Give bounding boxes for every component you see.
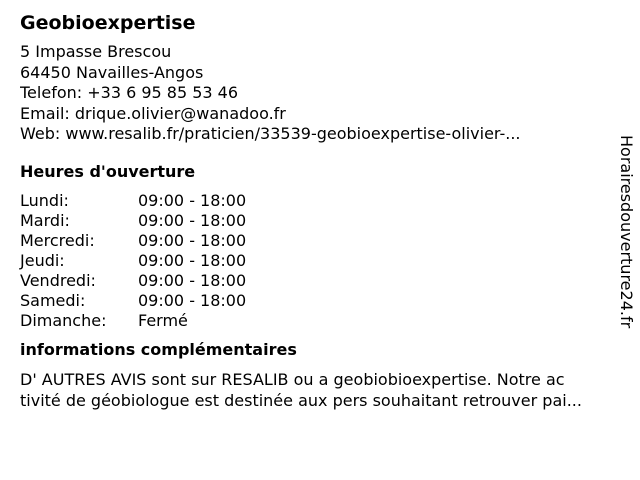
hours-time: 09:00 - 18:00	[138, 290, 247, 310]
hours-time: 09:00 - 18:00	[138, 270, 247, 290]
hours-time: Fermé	[138, 310, 188, 330]
hours-row-wednesday	[20, 231, 610, 251]
hours-row-tuesday	[20, 211, 610, 231]
hours-row-thursday	[20, 251, 610, 271]
web-line: Web: www.resalib.fr/praticien/33539-geobioexpertise-olivier-...	[20, 124, 521, 143]
hours-row-monday	[20, 191, 610, 211]
info-heading: informations complémentaires	[20, 339, 297, 359]
hours-day: Mercredi:	[20, 230, 95, 250]
site-watermark-label: Horairesdouverture24.fr	[617, 135, 636, 329]
hours-time: 09:00 - 18:00	[138, 190, 247, 210]
hours-time: 09:00 - 18:00	[138, 250, 247, 270]
info-text-line-1: D' AUTRES AVIS sont sur RESALIB ou a geobiobioexpertise. Notre ac	[20, 369, 565, 389]
phone-line: Telefon: +33 6 95 85 53 46	[20, 83, 239, 102]
hours-row-sunday	[20, 311, 610, 331]
business-name: Geobioexpertise	[20, 12, 196, 34]
hours-day: Samedi:	[20, 290, 86, 310]
address-line-1: 5 Impasse Brescou	[20, 42, 172, 61]
hours-time: 09:00 - 18:00	[138, 210, 247, 230]
business-card	[20, 10, 610, 411]
hours-day: Dimanche:	[20, 310, 107, 330]
hours-day: Lundi:	[20, 190, 69, 210]
email-line: Email: drique.olivier@wanadoo.fr	[20, 103, 286, 123]
address-line-2: 64450 Navailles-Angos	[20, 62, 204, 82]
info-text-line-2: tivité de géobiologue est destinée aux pers souhaitant retrouver pai...	[20, 390, 582, 410]
hours-time: 09:00 - 18:00	[138, 230, 247, 250]
hours-day: Mardi:	[20, 210, 70, 230]
hours-row-saturday	[20, 291, 610, 311]
hours-table	[20, 191, 610, 331]
hours-day: Jeudi:	[20, 250, 65, 270]
hours-day: Vendredi:	[20, 270, 96, 290]
hours-row-friday	[20, 271, 610, 291]
info-text	[20, 369, 628, 411]
hours-heading: Heures d'ouverture	[20, 161, 196, 181]
